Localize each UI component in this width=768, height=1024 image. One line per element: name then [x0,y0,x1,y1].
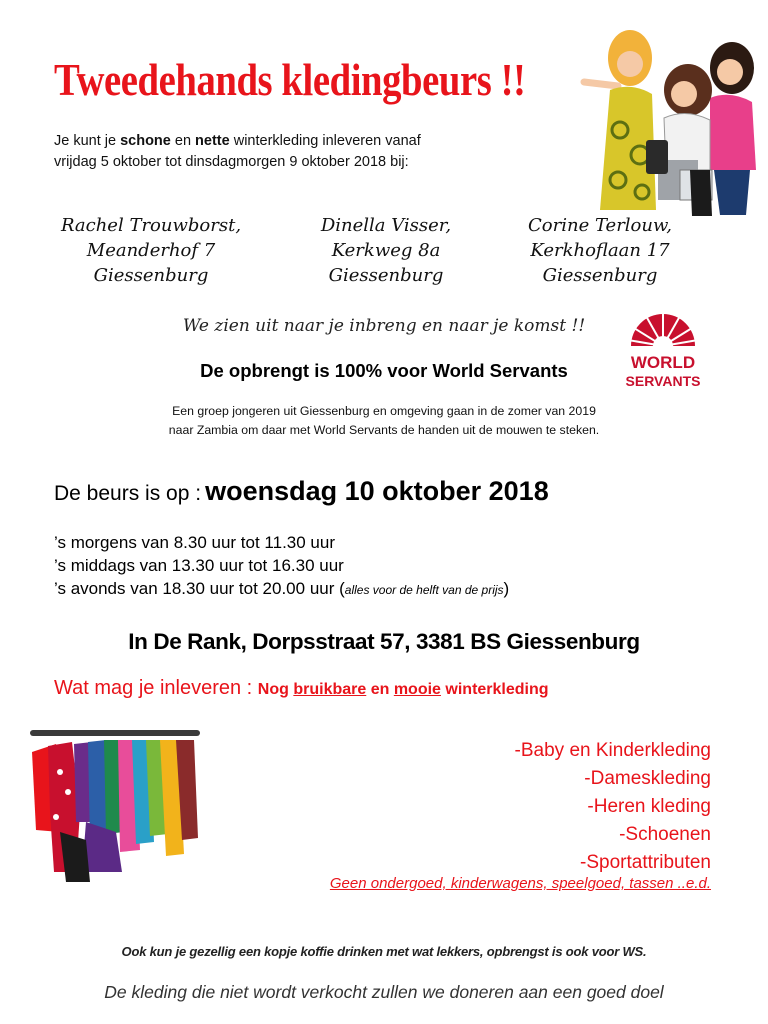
address-name: Dinella Visser, [320,215,452,236]
clothing-rack-illustration [26,722,204,887]
fair-date-line [54,476,549,507]
fair-lead: De beurs is op : [54,482,202,505]
coffee-note: Ook kun je gezellig een kopje koffie drinken met wat lekkers, opbrengst is ook voor WS. [121,944,647,959]
intro-line-1: Je kunt je schone en nette winterkleding inleveren vanaf [54,133,421,149]
category-item: -Heren kleding [587,796,711,817]
what-lead: Wat mag je inleveren : [54,677,258,699]
clothing-categories [515,737,711,877]
category-item: -Dameskleding [584,768,711,789]
welcome-text: We zien uit naar je inbreng en naar je komst !! [182,316,586,336]
exclusions-note: Geen ondergoed, kinderwagens, speelgoed, tassen ..e.d. [329,875,711,892]
address-city: Giessenburg [328,265,444,286]
address-block-1 [58,213,244,288]
group-info [0,402,768,440]
category-item: -Schoenen [619,824,711,845]
group-info-line-2: naar Zambia om daar met World Servants de handen uit de mouwen te steken. [168,423,600,437]
address-block-2 [306,213,466,288]
address-street: Kerkweg 8a [331,240,441,261]
venue-address: In De Rank, Dorpsstraat 57, 3381 BS Giessenburg [128,629,640,654]
address-city: Giessenburg [93,265,209,286]
opening-times [54,531,509,602]
address-street: Meanderhof 7 [86,240,216,261]
time-evening: ’s avonds van 18.30 uur tot 20.00 uur (alles voor de helft van de prijs) [54,579,510,598]
logo-word-1: WORLD [630,353,696,372]
address-city: Giessenburg [542,265,658,286]
shopping-girls-illustration [560,20,760,220]
time-morning: ’s morgens van 8.30 uur tot 11.30 uur [54,533,335,552]
address-block-3 [514,213,686,288]
category-item: -Sportattributen [580,852,711,873]
address-name: Corine Terlouw, [528,215,672,236]
evening-note: alles voor de helft van de prijs [344,583,504,597]
address-name: Rachel Trouwborst, [60,215,242,236]
fair-date: woensdag 10 oktober 2018 [205,476,549,506]
donation-note: De kleding die niet wordt verkocht zullen we doneren aan een goed doel [104,982,664,1002]
page-title: Tweedehands kledingbeurs !! [54,55,526,105]
category-item: -Baby en Kinderkleding [514,740,711,761]
what-detail: Nog bruikbare en mooie winterkleding [257,681,549,698]
intro-line-2: vrijdag 5 oktober tot dinsdagmorgen 9 oktober 2018 bij: [54,154,409,170]
proceeds-statement: De opbrengt is 100% voor World Servants [200,360,568,381]
address-street: Kerkhoflaan 17 [530,240,670,261]
logo-word-2: SERVANTS [625,373,701,389]
time-afternoon: ’s middags van 13.30 uur tot 16.30 uur [54,556,344,575]
intro-text [54,131,421,173]
what-to-bring [54,677,549,700]
group-info-line-1: Een groep jongeren uit Giessenburg en omgeving gaan in de zomer van 2019 [172,404,596,418]
